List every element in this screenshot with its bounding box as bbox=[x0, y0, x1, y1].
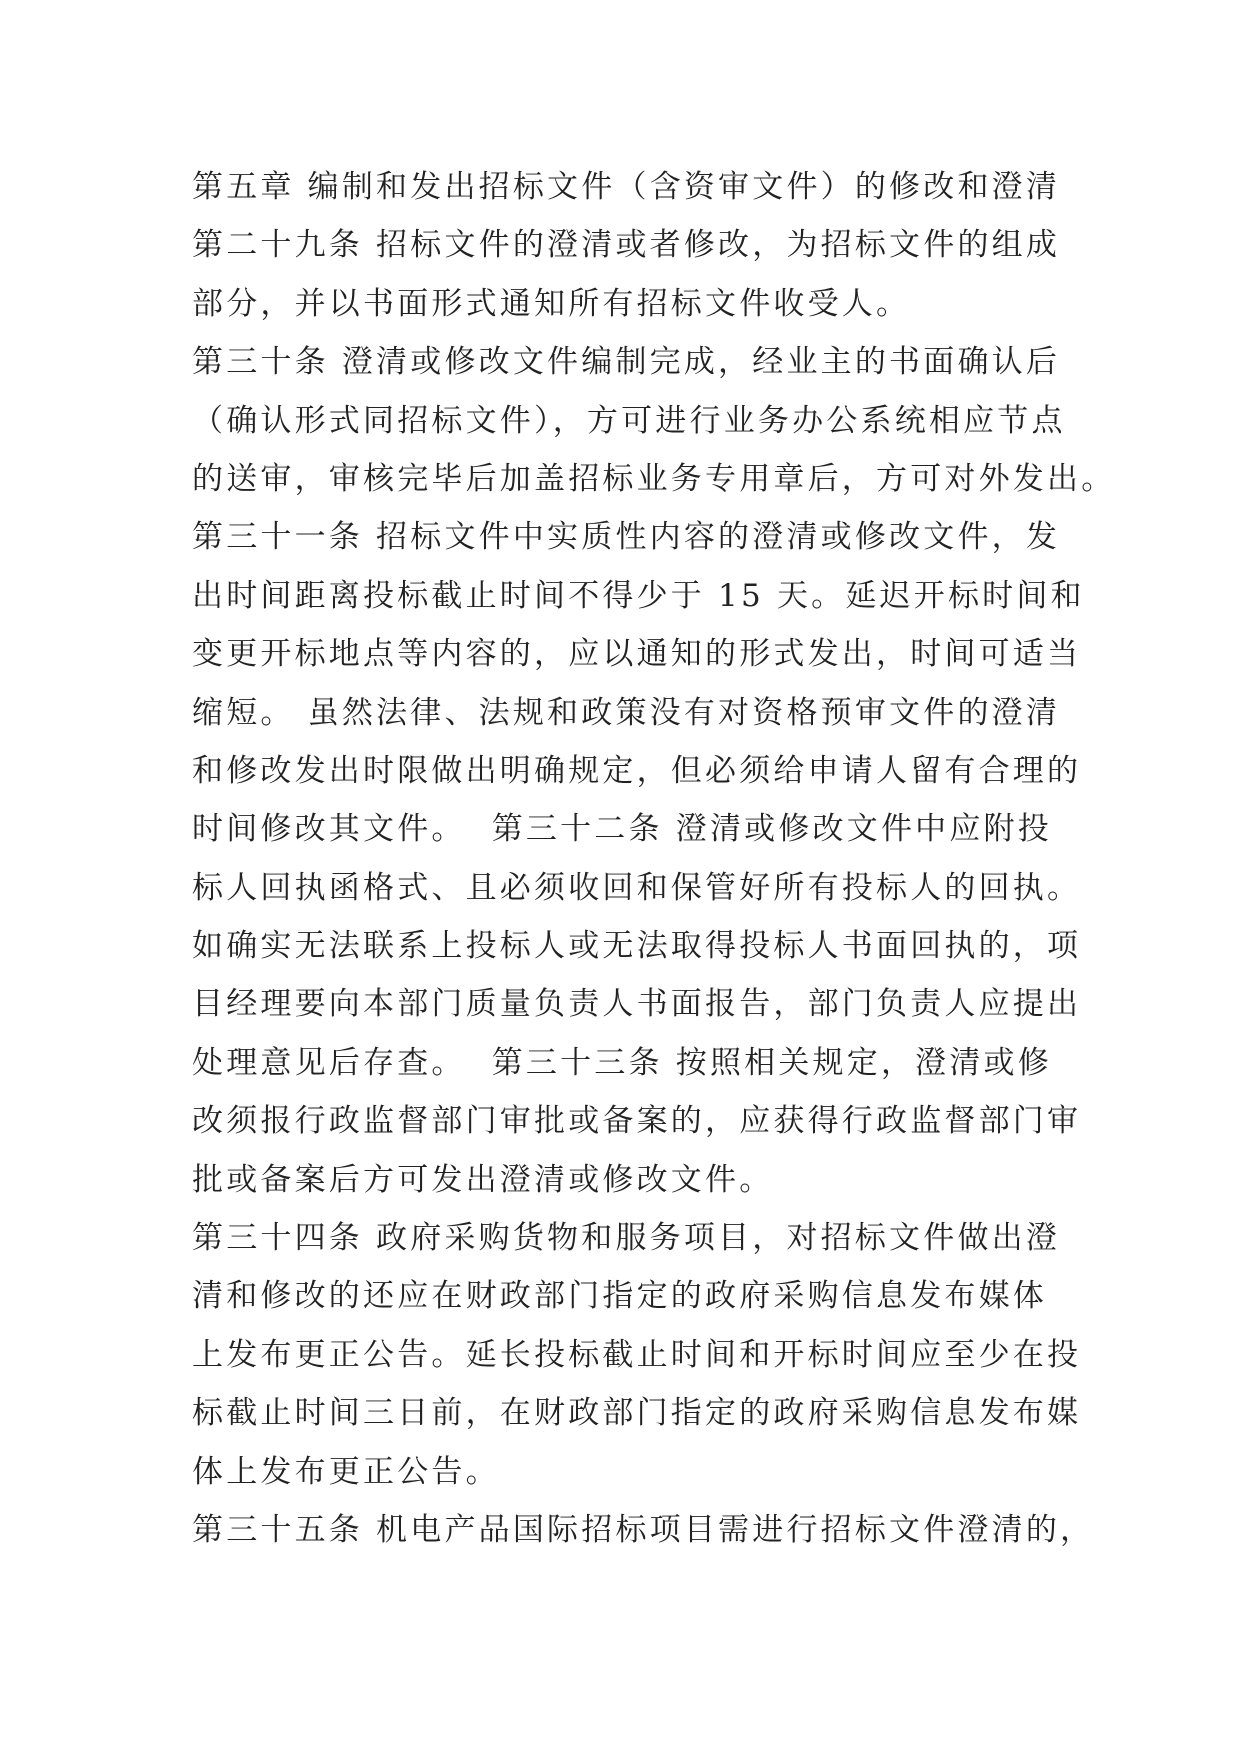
text-line: 第五章 编制和发出招标文件（含资审文件）的修改和澄清 bbox=[192, 169, 1061, 205]
text-line: 目经理要向本部门质量负责人书面报告，部门负责人应提出 bbox=[192, 986, 1082, 1023]
text-line: 批或备案后方可发出澄清或修改文件。 bbox=[192, 1161, 774, 1198]
text-line: 第二十九条 招标文件的澄清或者修改，为招标文件的组成 bbox=[192, 227, 1061, 264]
text-line: 缩短。 虽然法律、法规和政策没有对资格预审文件的澄清 bbox=[192, 694, 1061, 731]
text-line: 出时间距离投标截止时间不得少于 15 天。延迟开标时间和 bbox=[192, 577, 1085, 614]
text-line: 清和修改的还应在财政部门指定的政府采购信息发布媒体 bbox=[192, 1278, 1047, 1315]
text-line: 第三十条 澄清或修改文件编制完成，经业主的书面确认后 bbox=[192, 344, 1061, 381]
text-line: （确认形式同招标文件），方可进行业务办公系统相应节点 bbox=[192, 402, 1066, 439]
text-line: 第三十五条 机电产品国际招标项目需进行招标文件澄清的， bbox=[192, 1511, 1095, 1548]
text-line: 标截止时间三日前，在财政部门指定的政府采购信息发布媒 bbox=[192, 1395, 1082, 1432]
text-line: 标人回执函格式、且必须收回和保管好所有投标人的回执。 bbox=[192, 869, 1082, 906]
text-line: 部分，并以书面形式通知所有招标文件收受人。 bbox=[192, 285, 911, 322]
text-line: 的送审，审核完毕后加盖招标业务专用章后，方可对外发出。 bbox=[192, 460, 1116, 497]
text-line: 改须报行政监督部门审批或备案的，应获得行政监督部门审 bbox=[192, 1103, 1082, 1140]
text-line: 第三十四条 政府采购货物和服务项目，对招标文件做出澄 bbox=[192, 1220, 1061, 1257]
text-line: 第三十一条 招标文件中实质性内容的澄清或修改文件，发 bbox=[192, 519, 1061, 556]
text-line: 如确实无法联系上投标人或无法取得投标人书面回执的，项 bbox=[192, 928, 1082, 965]
text-line: 变更开标地点等内容的，应以通知的形式发出，时间可适当 bbox=[192, 636, 1082, 673]
text-line: 上发布更正公告。延长投标截止时间和开标时间应至少在投 bbox=[192, 1336, 1082, 1373]
text-line: 处理意见后存查。 第三十三条 按照相关规定，澄清或修 bbox=[192, 1044, 1052, 1081]
text-line: 体上发布更正公告。 bbox=[192, 1453, 500, 1490]
document-body bbox=[192, 158, 1116, 1559]
text-line: 时间修改其文件。 第三十二条 澄清或修改文件中应附投 bbox=[192, 811, 1052, 848]
text-line: 和修改发出时限做出明确规定，但必须给申请人留有合理的 bbox=[192, 752, 1082, 789]
